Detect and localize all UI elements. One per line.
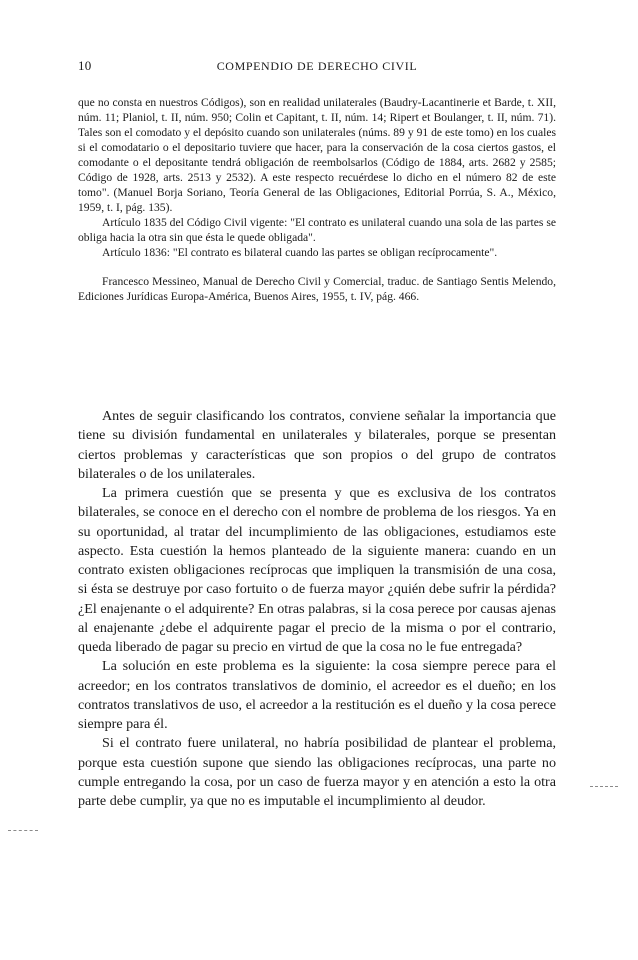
body-paragraph-2: La primera cuestión que se presenta y que es exclusiva de los contratos bilaterales, se conoce en el derecho con el nombre de problema de los riesgos. Ya en su oportunidad, al tratar del incumplimiento de las obligaciones, estudiamos este aspecto. Esta cuestión la hemos planteado de la siguiente manera: cuando en un contrato existen obligaciones recíprocas que impliquen la transmisión de una cosa, si ésta se destruye por caso fortuito o de fuerza mayor ¿quién debe sufrir la pérdida? ¿El enajenante o el adquirente? En otras palabras, si la cosa perece por causas ajenas al enajenante ¿debe el adquirente pagar el precio de la misma o por el contrario, queda liberado de pagar su precio en virtud de que la cosa no le fue entregada?	[78, 485, 556, 655]
quote-paragraph-2: Artículo 1835 del Código Civil vigente: "El contrato es unilateral cuando una sola de las partes se obliga hacia la otra sin que ésta le quede obligada".	[78, 216, 556, 245]
body-paragraph-4: Si el contrato fuere unilateral, no habría posibilidad de plantear el problema, porque esta cuestión supone que siendo las obligaciones recíprocas, una parte no cumple entregando la cosa, por un caso de fuerza mayor y en atención a esto la otra parte debe cumplir, ya que no es imputable el incumplimiento al deudor.	[78, 735, 556, 809]
citation-note: Francesco Messineo, Manual de Derecho Civil y Comercial, traduc. de Santiago Sentis Melendo, Ediciones Jurídicas Europa-América, Buenos Aires, 1955, t. IV, pág. 466.	[78, 274, 556, 303]
scan-margin-mark	[8, 830, 38, 831]
quoted-block	[78, 95, 556, 304]
body-text	[78, 407, 556, 811]
scan-margin-mark	[590, 786, 618, 787]
page-number: 10	[78, 58, 92, 73]
quote-paragraph-1: que no consta en nuestros Códigos), son en realidad unilaterales (Baudry-Lacantinerie et Barde, t. XII, núm. 11; Planiol, t. II, núm. 950; Colin et Capitant, t. II, núm. 14; Ripert et Boulanger, t. II, núm. 71). Tales son el comodato y el depósito cuando son unilaterales (núms. 89 y 91 de este tomo) en los cuales si el comodatario o el depositario tuviere que hacer, para la conservación de la cosa ciertos gastos, el comodante o el depositante tendrá obligación de reembolsarlos (Código de 1884, arts. 2682 y 2585; Código de 1928, arts. 2513 y 2532). A este respecto recuérdese lo dicho en el número 82 de este tomo". (Manuel Borja Soriano, Teoría General de las Obligaciones, Editorial Porrúa, S. A., México, 1959, t. I, pág. 135).	[78, 96, 556, 215]
quote-paragraph-3: Artículo 1836: "El contrato es bilateral cuando las partes se obligan recíprocamente".	[102, 246, 498, 260]
page-header	[78, 58, 556, 78]
body-paragraph-1: Antes de seguir clasificando los contratos, conviene señalar la importancia que tiene su división fundamental en unilaterales y bilaterales, porque se presentan ciertos problemas y características que son propios o del grupo de contratos bilaterales o de los unilaterales.	[78, 408, 556, 482]
body-paragraph-3: La solución en este problema es la siguiente: la cosa siempre perece para el acreedor; en los contratos translativos de dominio, el acreedor es el dueño; en los contratos translativos de uso, el acreedor a la restitución es el dueño y la cosa perece siempre para él.	[78, 658, 556, 732]
running-head: COMPENDIO DE DERECHO CIVIL	[216, 59, 418, 73]
